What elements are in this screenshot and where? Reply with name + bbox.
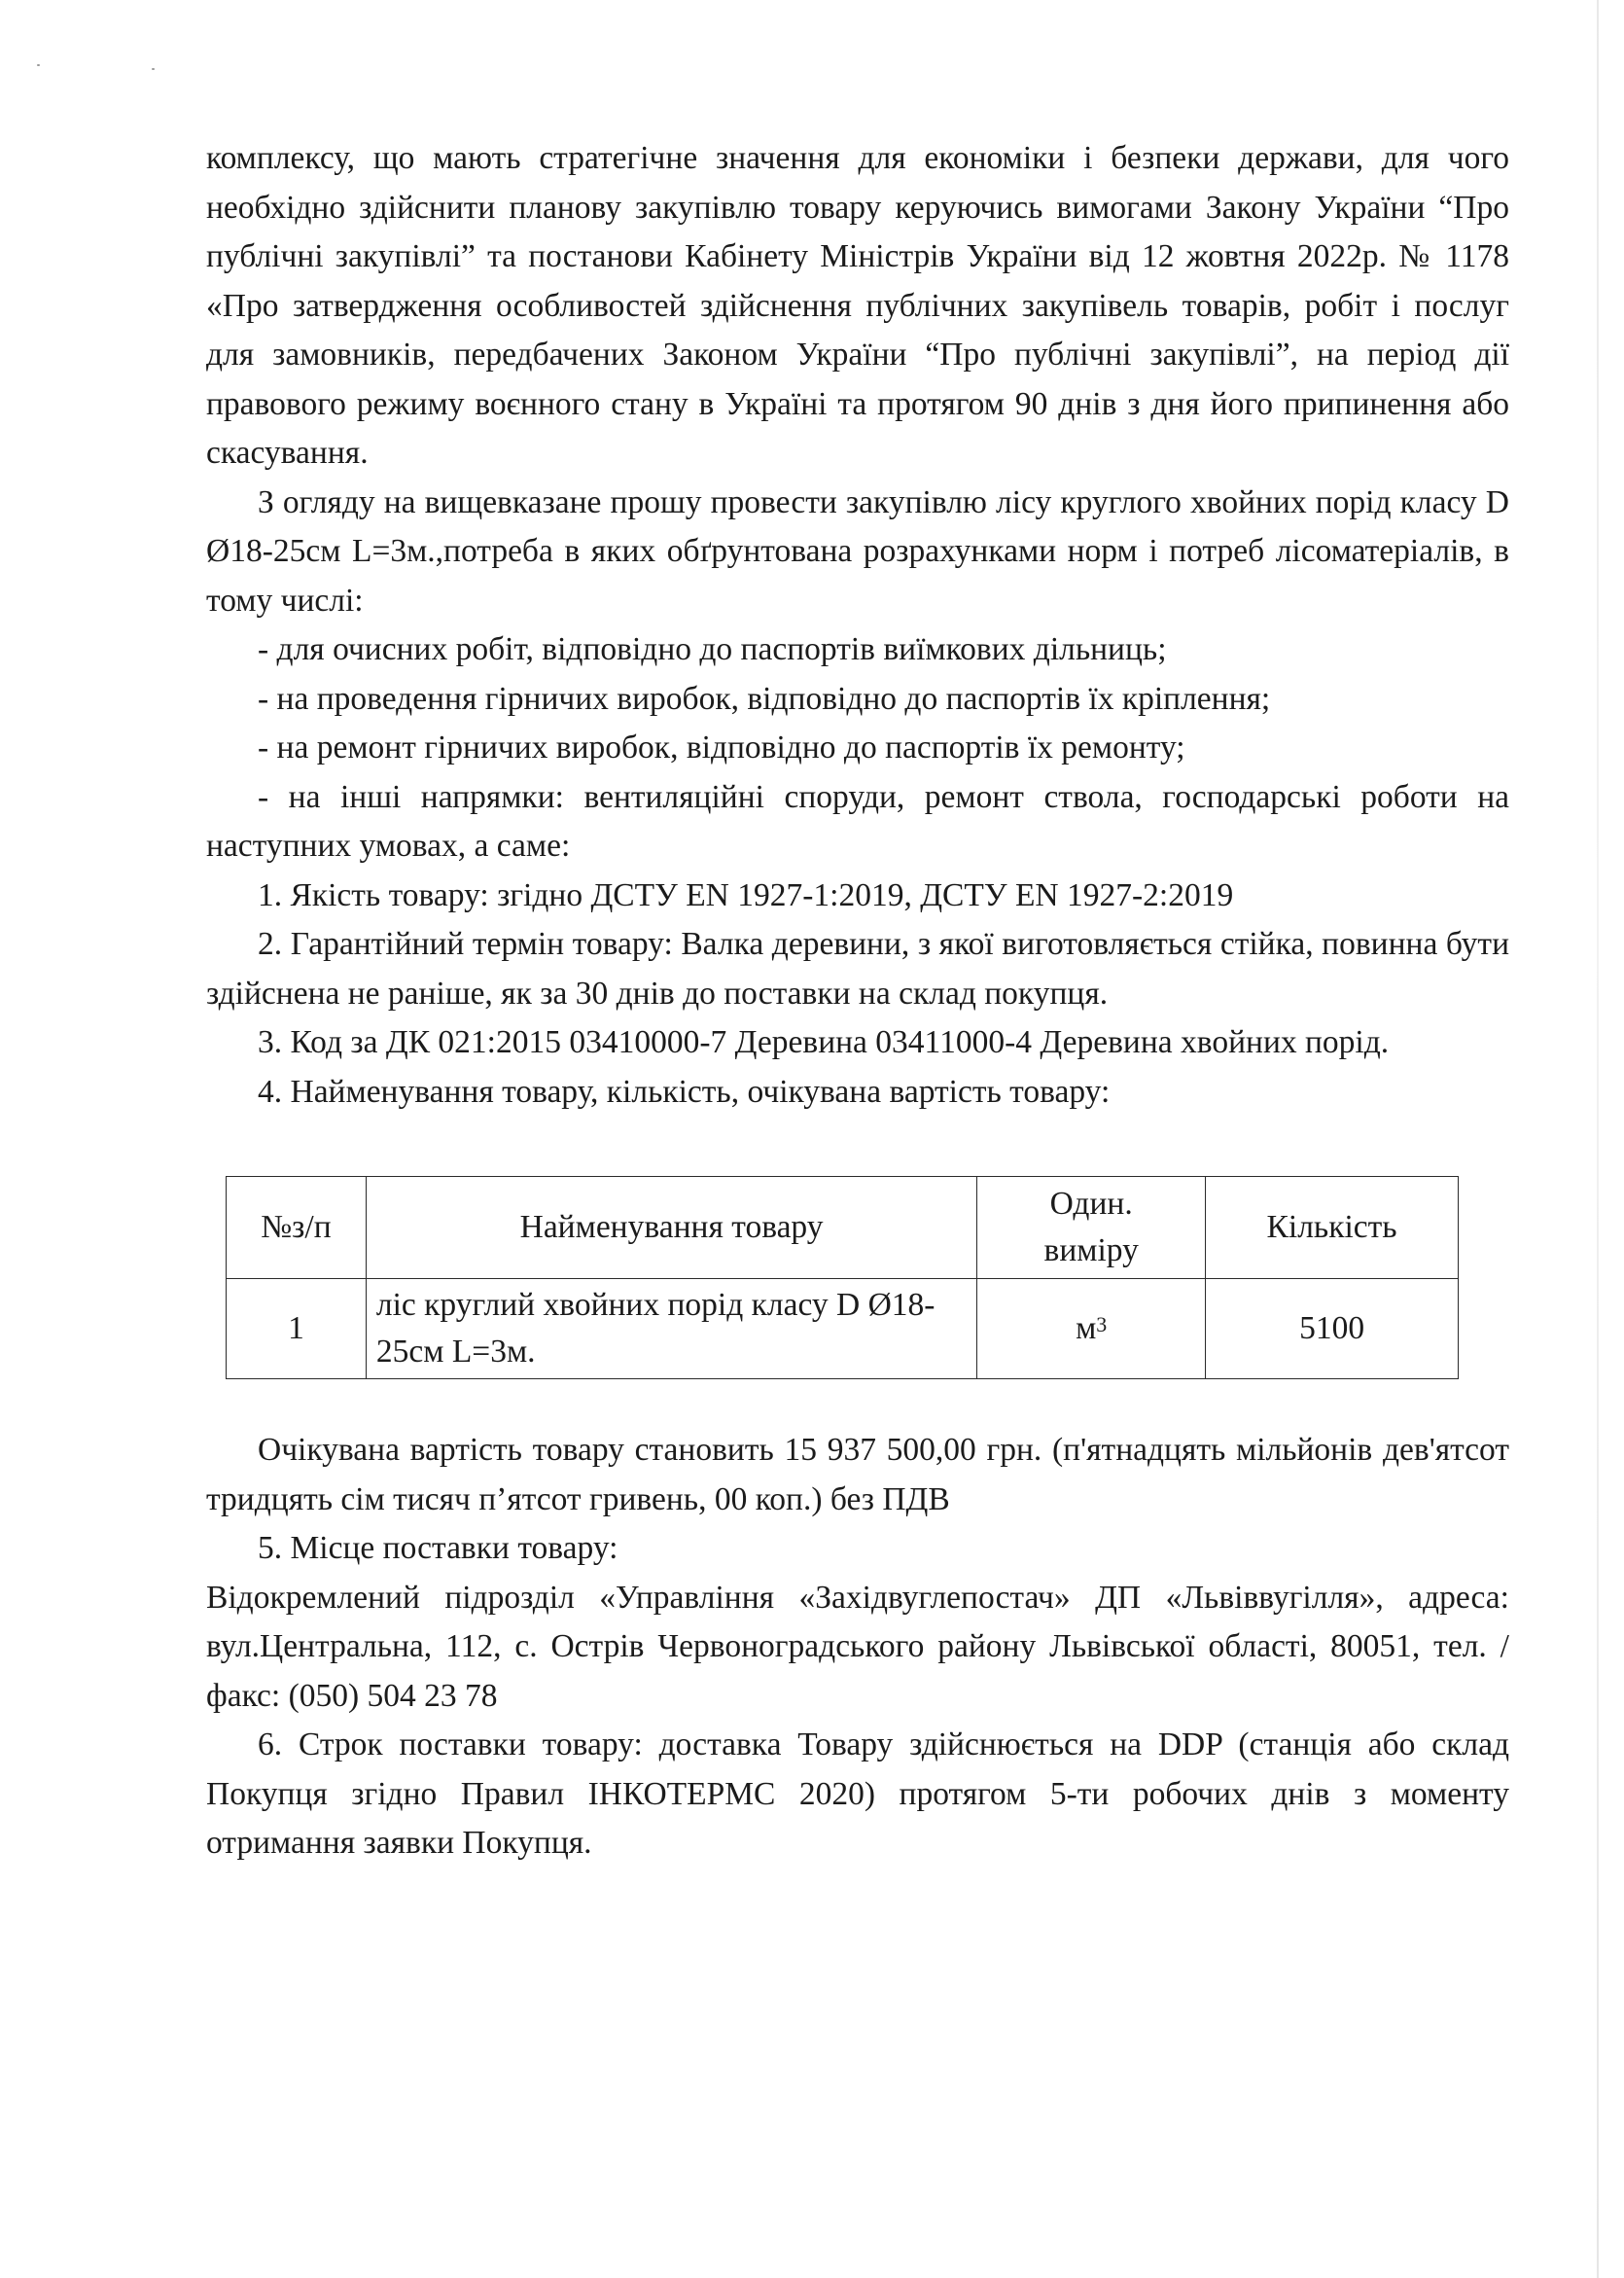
- cell-unit: [977, 1279, 1206, 1379]
- cell-quantity: 5100: [1206, 1279, 1459, 1379]
- list-item-repair: - на ремонт гірничих виробок, відповідно до паспортів їх ремонту;: [258, 730, 1185, 765]
- cell-unit-sup: 3: [1096, 1312, 1108, 1336]
- header-goods-name: Найменування товару: [366, 1177, 976, 1279]
- cell-goods-name: ліс круглий хвойних порід класу D Ø18-25см L=3м.: [366, 1279, 976, 1379]
- cell-number: 1: [227, 1279, 367, 1379]
- table-row: [227, 1279, 1459, 1379]
- scan-speck: [37, 64, 40, 66]
- item-code: 3. Код за ДК 021:2015 03410000-7 Деревина 03411000-4 Деревина хвойних порід.: [258, 1024, 1390, 1060]
- scan-edge: [1597, 0, 1599, 2278]
- paragraph-address: Відокремлений підрозділ «Управління «Західвуглепостач» ДП «Львіввугілля», адреса: вул.Центральна, 112, с. Острів Червоноградського району Львівської області, 80051, тел. /факс: (050) 504 23 78: [206, 1579, 1509, 1714]
- list-item-other: - на інші напрямки: вентиляційні споруди, ремонт ствола, господарські роботи на наступних умовах, а саме:: [206, 778, 1509, 864]
- goods-table: [226, 1176, 1459, 1379]
- item-delivery-term: 6. Строк поставки товару: доставка Товару здійснюється на DDP (станція або склад Покупця згідно Правил ІНКОТЕРМС 2020) протягом 5-ти робочих днів з моменту отримання заявки Покупця.: [206, 1726, 1509, 1861]
- item-quality: 1. Якість товару: згідно ДСТУ EN 1927-1:2019, ДСТУ EN 1927-2:2019: [258, 876, 1234, 913]
- header-quantity: Кількість: [1206, 1177, 1459, 1279]
- list-item-workings: - на проведення гірничих виробок, відповідно до паспортів їх кріплення;: [258, 680, 1271, 717]
- header-unit: [977, 1177, 1206, 1279]
- paragraph-intro: комплексу, що мають стратегічне значення для економіки і безпеки держави, для чого необхідно здійснити планову закупівлю товару керуючись вимогами Закону України “Про публічні закупівлі” та постанови Кабінету Міністрів України від 12 жовтня 2022р. № 1178 «Про затвердження особливостей здійснення публічних закупівель товарів, робіт і послуг для замовників, передбачених Законом України “Про публічні закупівлі”, на період дії правового режиму воєнного стану в Україні та протягом 90 днів з дня його припинення або скасування.: [206, 140, 1509, 471]
- item-delivery-place: 5. Місце поставки товару:: [258, 1530, 618, 1566]
- header-unit-text: Один. виміру: [1043, 1186, 1139, 1268]
- scan-speck: [152, 68, 155, 70]
- paragraph-request: З огляду на вищевказане прошу провести закупівлю лісу круглого хвойних порід класу D Ø18-25см L=3м.,потреба в яких обґрунтована розрахунками норм і потреб лісоматеріалів, в тому числі:: [206, 483, 1509, 619]
- document-body: [206, 134, 1509, 1869]
- list-item-cleaning: - для очисних робіт, відповідно до паспортів виїмкових дільниць;: [258, 631, 1167, 667]
- paragraph-expected-cost: Очікувана вартість товару становить 15 937 500,00 грн. (п'ятнадцять мільйонів дев'ятсот тридцять сім тисяч п’ятсот гривень, 00 коп.) без ПДВ: [206, 1432, 1509, 1517]
- item-goods-name: 4. Найменування товару, кількість, очікувана вартість товару:: [258, 1073, 1111, 1110]
- cell-unit-base: м: [1076, 1310, 1097, 1346]
- header-number: №з/п: [227, 1177, 367, 1279]
- item-warranty: 2. Гарантійний термін товару: Валка деревини, з якої виготовляється стійка, повинна бути здійснена не раніше, як за 30 днів до поставки на склад покупця.: [206, 926, 1509, 1012]
- table-header-row: [227, 1177, 1459, 1279]
